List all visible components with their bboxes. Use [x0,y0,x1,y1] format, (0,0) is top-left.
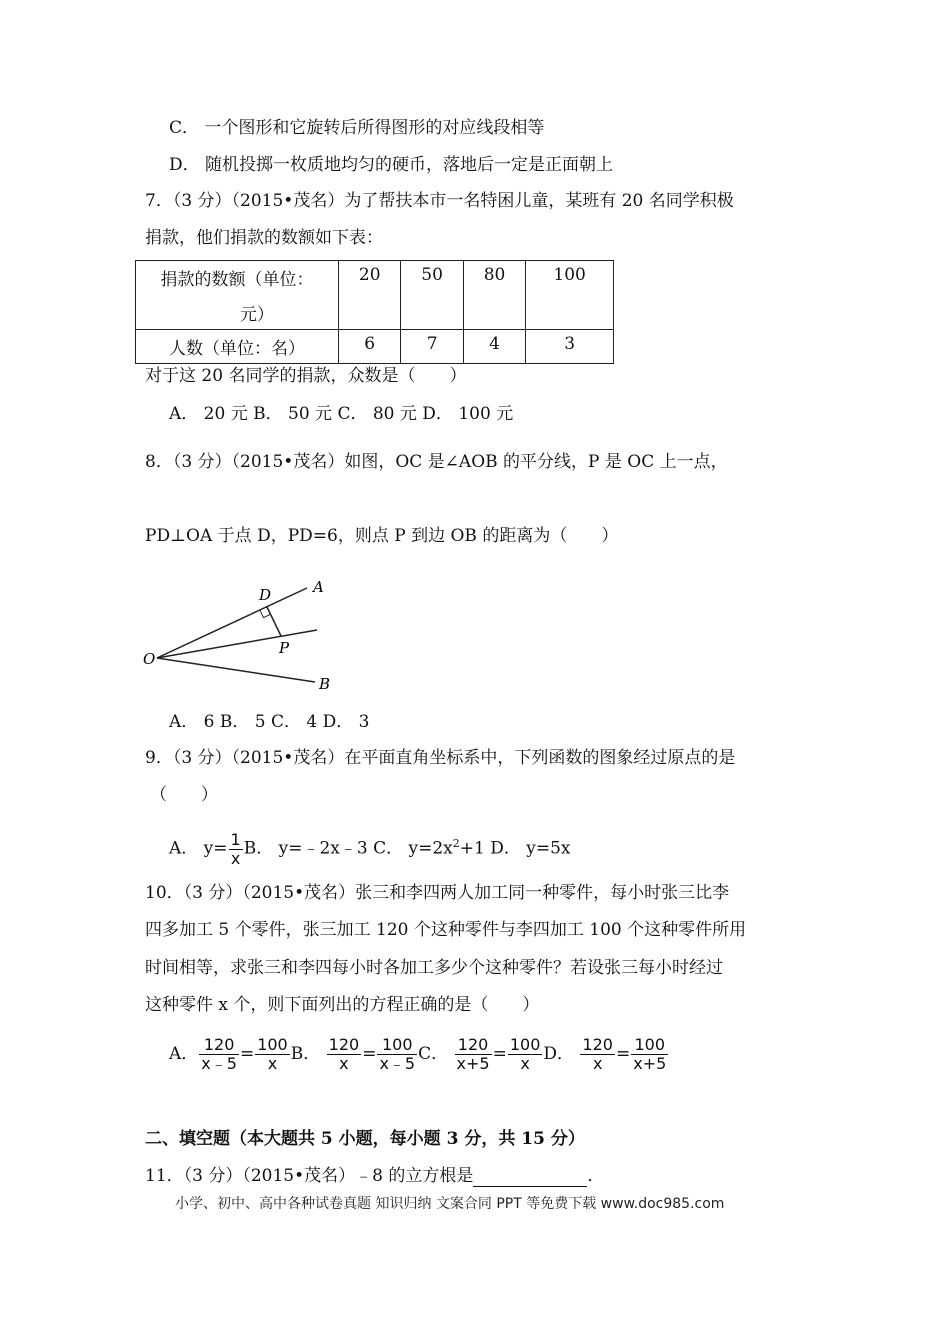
q9-opt-a-prefix: A． y= [169,838,228,859]
q10-stem-line4: 这种零件 x 个，则下面列出的方程正确的是（ ） [145,995,540,1015]
q11 [145,1165,604,1187]
answer-blank[interactable] [473,1168,587,1187]
q9-opt-rest: B． y=﹣2x﹣3 C． y=2x [243,838,453,859]
fraction [255,1036,290,1073]
label-p: P [279,639,290,657]
label-o: O [143,650,156,668]
label-d: D [259,586,272,604]
table-cell: 7 [401,330,463,364]
fraction-denominator: x [230,848,241,868]
q9-opt-rest-2: +1 D． y=5x [459,838,571,859]
fraction-numerator: 100 [377,1036,417,1055]
q10-options [169,1032,669,1076]
q6-option-c: C． 一个图形和它旋转后所得图形的对应线段相等 [169,118,545,138]
fraction-denominator: x+5 [456,1054,490,1073]
q9-opt-a-fraction [229,831,243,868]
table-cell: 50 [401,261,463,330]
fraction-denominator: x﹣5 [201,1054,237,1073]
fraction-numerator: 120 [328,1035,360,1054]
fraction-denominator: x [592,1054,603,1073]
table-header-amount-line2: 元） [240,305,274,325]
table-cell: 4 [463,330,525,364]
q7-question: 对于这 20 名同学的捐款，众数是（ ） [145,366,467,386]
table-row [136,261,614,330]
table-cell: 6 [339,330,401,364]
page-footer: 小学、初中、高中各种试卷真题 知识归纳 文案合同 PPT 等免费下载 www.doc985.com [175,1196,725,1212]
fraction [199,1036,239,1073]
donation-table [135,260,614,364]
angle-bisector-figure [135,572,350,697]
q11-suffix: ． [587,1166,605,1186]
fraction-numerator: 120 [199,1036,239,1055]
ray-oc [157,630,317,658]
q9-stem-line2: （ ） [150,785,218,805]
q9-stem-line1: 9．（3 分）（2015•茂名）在平面直角坐标系中，下列函数的图象经过原点的是 [145,748,736,768]
fraction [455,1036,492,1073]
fraction-numerator: 100 [257,1035,288,1054]
q8-stem-line1: 8．（3 分）（2015•茂名）如图，OC 是∠AOB 的平分线，P 是 OC 上一点， [145,452,728,472]
fraction-denominator: x [520,1054,530,1073]
equals-sign: = [615,1044,631,1064]
table-row [136,330,614,364]
fraction-denominator: x [339,1054,349,1073]
fraction [631,1036,668,1073]
q8-stem-line2: PD⊥OA 于点 D，PD=6，则点 P 到边 OB 的距离为（ ） [145,526,619,546]
table-header-amount [136,261,339,330]
label-a: A [313,578,324,596]
section2-heading: 二、填空题（本大题共 5 小题，每小题 3 分，共 15 分） [145,1129,585,1149]
q9-options [169,824,571,869]
table-cell: 80 [463,261,525,330]
q10-opt-c-label: C． [418,1044,449,1064]
fraction-numerator: 100 [631,1036,668,1055]
ray-ob [157,658,315,682]
fraction-numerator: 120 [455,1036,492,1055]
q10-stem-line1: 10．（3 分）（2015•茂名）张三和李四两人加工同一种零件，每小时张三比李 [145,883,730,903]
table-header-count: 人数（单位：名） [136,330,339,364]
q9-exponent: 2 [452,837,460,850]
q7-stem-line2: 捐款，他们捐款的数额如下表： [145,228,383,248]
table-cell: 100 [526,261,614,330]
fraction-numerator: 120 [582,1035,613,1054]
fraction [327,1036,362,1073]
q10-opt-a-label: A． [169,1044,199,1064]
fraction [580,1036,615,1073]
segment-pd [267,607,281,636]
equals-sign: = [239,1044,255,1064]
q8-options: A． 6 B． 5 C． 4 D． 3 [169,712,370,732]
q6-option-d: D． 随机投掷一枚质地均匀的硬币，落地后一定是正面朝上 [169,155,614,175]
equals-sign: = [492,1044,507,1064]
q10-stem-line2: 四多加工 5 个零件，张三加工 120 个这种零件与李四加工 100 个这种零件所用 [145,920,747,940]
fraction-denominator: x+5 [633,1054,667,1073]
q11-prefix: 11．（3 分）（2015•茂名）﹣8 的立方根是 [145,1166,474,1186]
fraction-numerator: 1 [230,829,241,849]
fraction-denominator: x [267,1054,278,1073]
q10-opt-b-label: B． [290,1044,321,1064]
fraction [508,1036,543,1073]
table-cell: 3 [526,330,614,364]
q7-options: A． 20 元 B． 50 元 C． 80 元 D． 100 元 [169,404,514,424]
label-b: B [319,675,331,693]
q7-stem-line1: 7．（3 分）（2015•茂名）为了帮扶本市一名特困儿童，某班有 20 名同学积极 [145,191,734,211]
table-header-amount-line1: 捐款的数额（单位： [160,270,314,290]
fraction-numerator: 100 [509,1035,541,1054]
table-cell: 20 [339,261,401,330]
fraction-denominator: x﹣5 [379,1054,416,1073]
fraction [377,1036,417,1073]
equals-sign: = [362,1044,377,1064]
q10-stem-line3: 时间相等，求张三和李四每小时各加工多少个这种零件？若设张三每小时经过 [145,958,723,978]
q10-opt-d-label: D． [543,1044,575,1064]
